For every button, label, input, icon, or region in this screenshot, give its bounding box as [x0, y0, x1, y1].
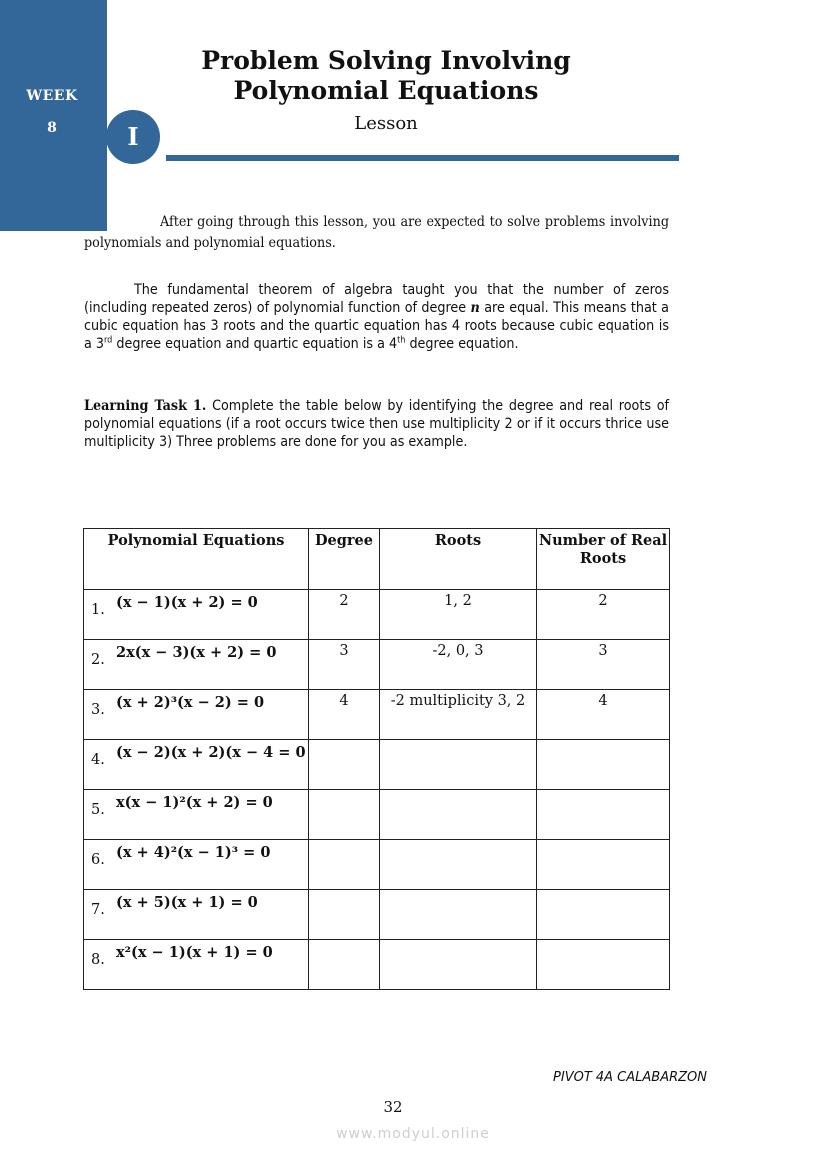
degree-cell[interactable]	[309, 840, 380, 890]
header-degree: Degree	[309, 529, 380, 590]
row-number: 1.	[91, 602, 105, 618]
task-text: Complete the table below by identifying the degree and real roots of polynomial equations (if a root occurs twice then use multiplicity 2 or if it occurs thrice use multiplicity 3) Three problems are done for you as example.	[84, 398, 669, 450]
roots-table	[83, 528, 670, 990]
equation-cell	[84, 840, 309, 890]
equation-text: (x + 5)(x + 1) = 0	[116, 894, 258, 911]
real-roots-cell[interactable]	[537, 840, 670, 890]
equation-cell	[84, 790, 309, 840]
degree-cell[interactable]	[309, 890, 380, 940]
section-badge: I	[106, 110, 160, 164]
theorem-text-d: degree equation.	[405, 336, 519, 352]
row-number: 2.	[91, 652, 105, 668]
real-roots-cell[interactable]	[537, 890, 670, 940]
week-sidebar	[0, 0, 107, 231]
page-number: 32	[383, 1098, 403, 1116]
row-number: 4.	[91, 752, 105, 768]
theorem-text-b: are equal. This means that a cubic equation has 3 roots and the quartic equation has 4 roots because cubic equation is a 3	[84, 300, 669, 352]
degree-cell: 3	[309, 640, 380, 690]
row-number: 8.	[91, 952, 105, 968]
source-footer: PIVOT 4A CALABARZON	[553, 1070, 707, 1085]
task-label: Learning Task 1.	[84, 398, 207, 414]
equation-cell	[84, 690, 309, 740]
watermark: www.modyul.online	[336, 1126, 490, 1142]
theorem-paragraph	[84, 281, 669, 353]
table-row	[84, 690, 670, 740]
roots-cell: -2, 0, 3	[380, 640, 537, 690]
header-real-roots: Number of Real Roots	[537, 529, 670, 590]
equation-text: x²(x − 1)(x + 1) = 0	[116, 944, 273, 961]
theorem-variable: n	[470, 300, 480, 316]
table-row	[84, 790, 670, 840]
table-row	[84, 590, 670, 640]
real-roots-cell: 4	[537, 690, 670, 740]
equation-text: 2x(x − 3)(x + 2) = 0	[116, 644, 277, 661]
table-row	[84, 840, 670, 890]
intro-paragraph	[84, 212, 669, 254]
equation-text: x(x − 1)²(x + 2) = 0	[116, 794, 273, 811]
degree-cell[interactable]	[309, 740, 380, 790]
theorem-sup-rd: rd	[104, 335, 113, 346]
equation-text: (x − 1)(x + 2) = 0	[116, 594, 258, 611]
theorem-text-a: The fundamental theorem of algebra taught you that the number of zeros (including repeated zeros) of polynomial function of degree	[84, 282, 669, 316]
table-row	[84, 640, 670, 690]
equation-cell	[84, 890, 309, 940]
roots-cell: 1, 2	[380, 590, 537, 640]
roots-cell[interactable]	[380, 740, 537, 790]
page-title: Problem Solving Involving Polynomial Equations	[201, 46, 571, 105]
row-number: 6.	[91, 852, 105, 868]
equation-text: (x − 2)(x + 2)(x − 4 = 0	[116, 744, 306, 761]
theorem-text-c: degree equation and quartic equation is a 4	[112, 336, 398, 352]
task-paragraph	[84, 397, 669, 451]
degree-cell: 2	[309, 590, 380, 640]
row-number: 7.	[91, 902, 105, 918]
theorem-sup-th: th	[397, 335, 406, 346]
week-label: WEEK	[26, 88, 78, 104]
real-roots-cell: 3	[537, 640, 670, 690]
real-roots-cell[interactable]	[537, 940, 670, 990]
table-row	[84, 740, 670, 790]
roots-cell[interactable]	[380, 790, 537, 840]
page-subtitle: Lesson	[354, 113, 418, 134]
equation-cell	[84, 640, 309, 690]
equation-cell	[84, 940, 309, 990]
table-row	[84, 890, 670, 940]
title-divider	[166, 155, 679, 161]
degree-cell: 4	[309, 690, 380, 740]
equation-text: (x + 2)³(x − 2) = 0	[116, 694, 265, 711]
header-roots: Roots	[380, 529, 537, 590]
degree-cell[interactable]	[309, 940, 380, 990]
equation-cell	[84, 590, 309, 640]
row-number: 3.	[91, 702, 105, 718]
equation-text: (x + 4)²(x − 1)³ = 0	[116, 844, 271, 861]
table-row	[84, 940, 670, 990]
equation-cell	[84, 740, 309, 790]
week-number: 8	[47, 120, 57, 136]
roots-cell[interactable]	[380, 940, 537, 990]
roots-cell[interactable]	[380, 890, 537, 940]
row-number: 5.	[91, 802, 105, 818]
roots-cell[interactable]	[380, 840, 537, 890]
real-roots-cell[interactable]	[537, 740, 670, 790]
real-roots-cell: 2	[537, 590, 670, 640]
intro-text: After going through this lesson, you are expected to solve problems involving polynomials and polynomial equations.	[84, 214, 669, 251]
real-roots-cell[interactable]	[537, 790, 670, 840]
degree-cell[interactable]	[309, 790, 380, 840]
header-equations: Polynomial Equations	[84, 529, 309, 590]
table-header-row	[84, 529, 670, 590]
roots-cell: -2 multiplicity 3, 2	[380, 690, 537, 740]
